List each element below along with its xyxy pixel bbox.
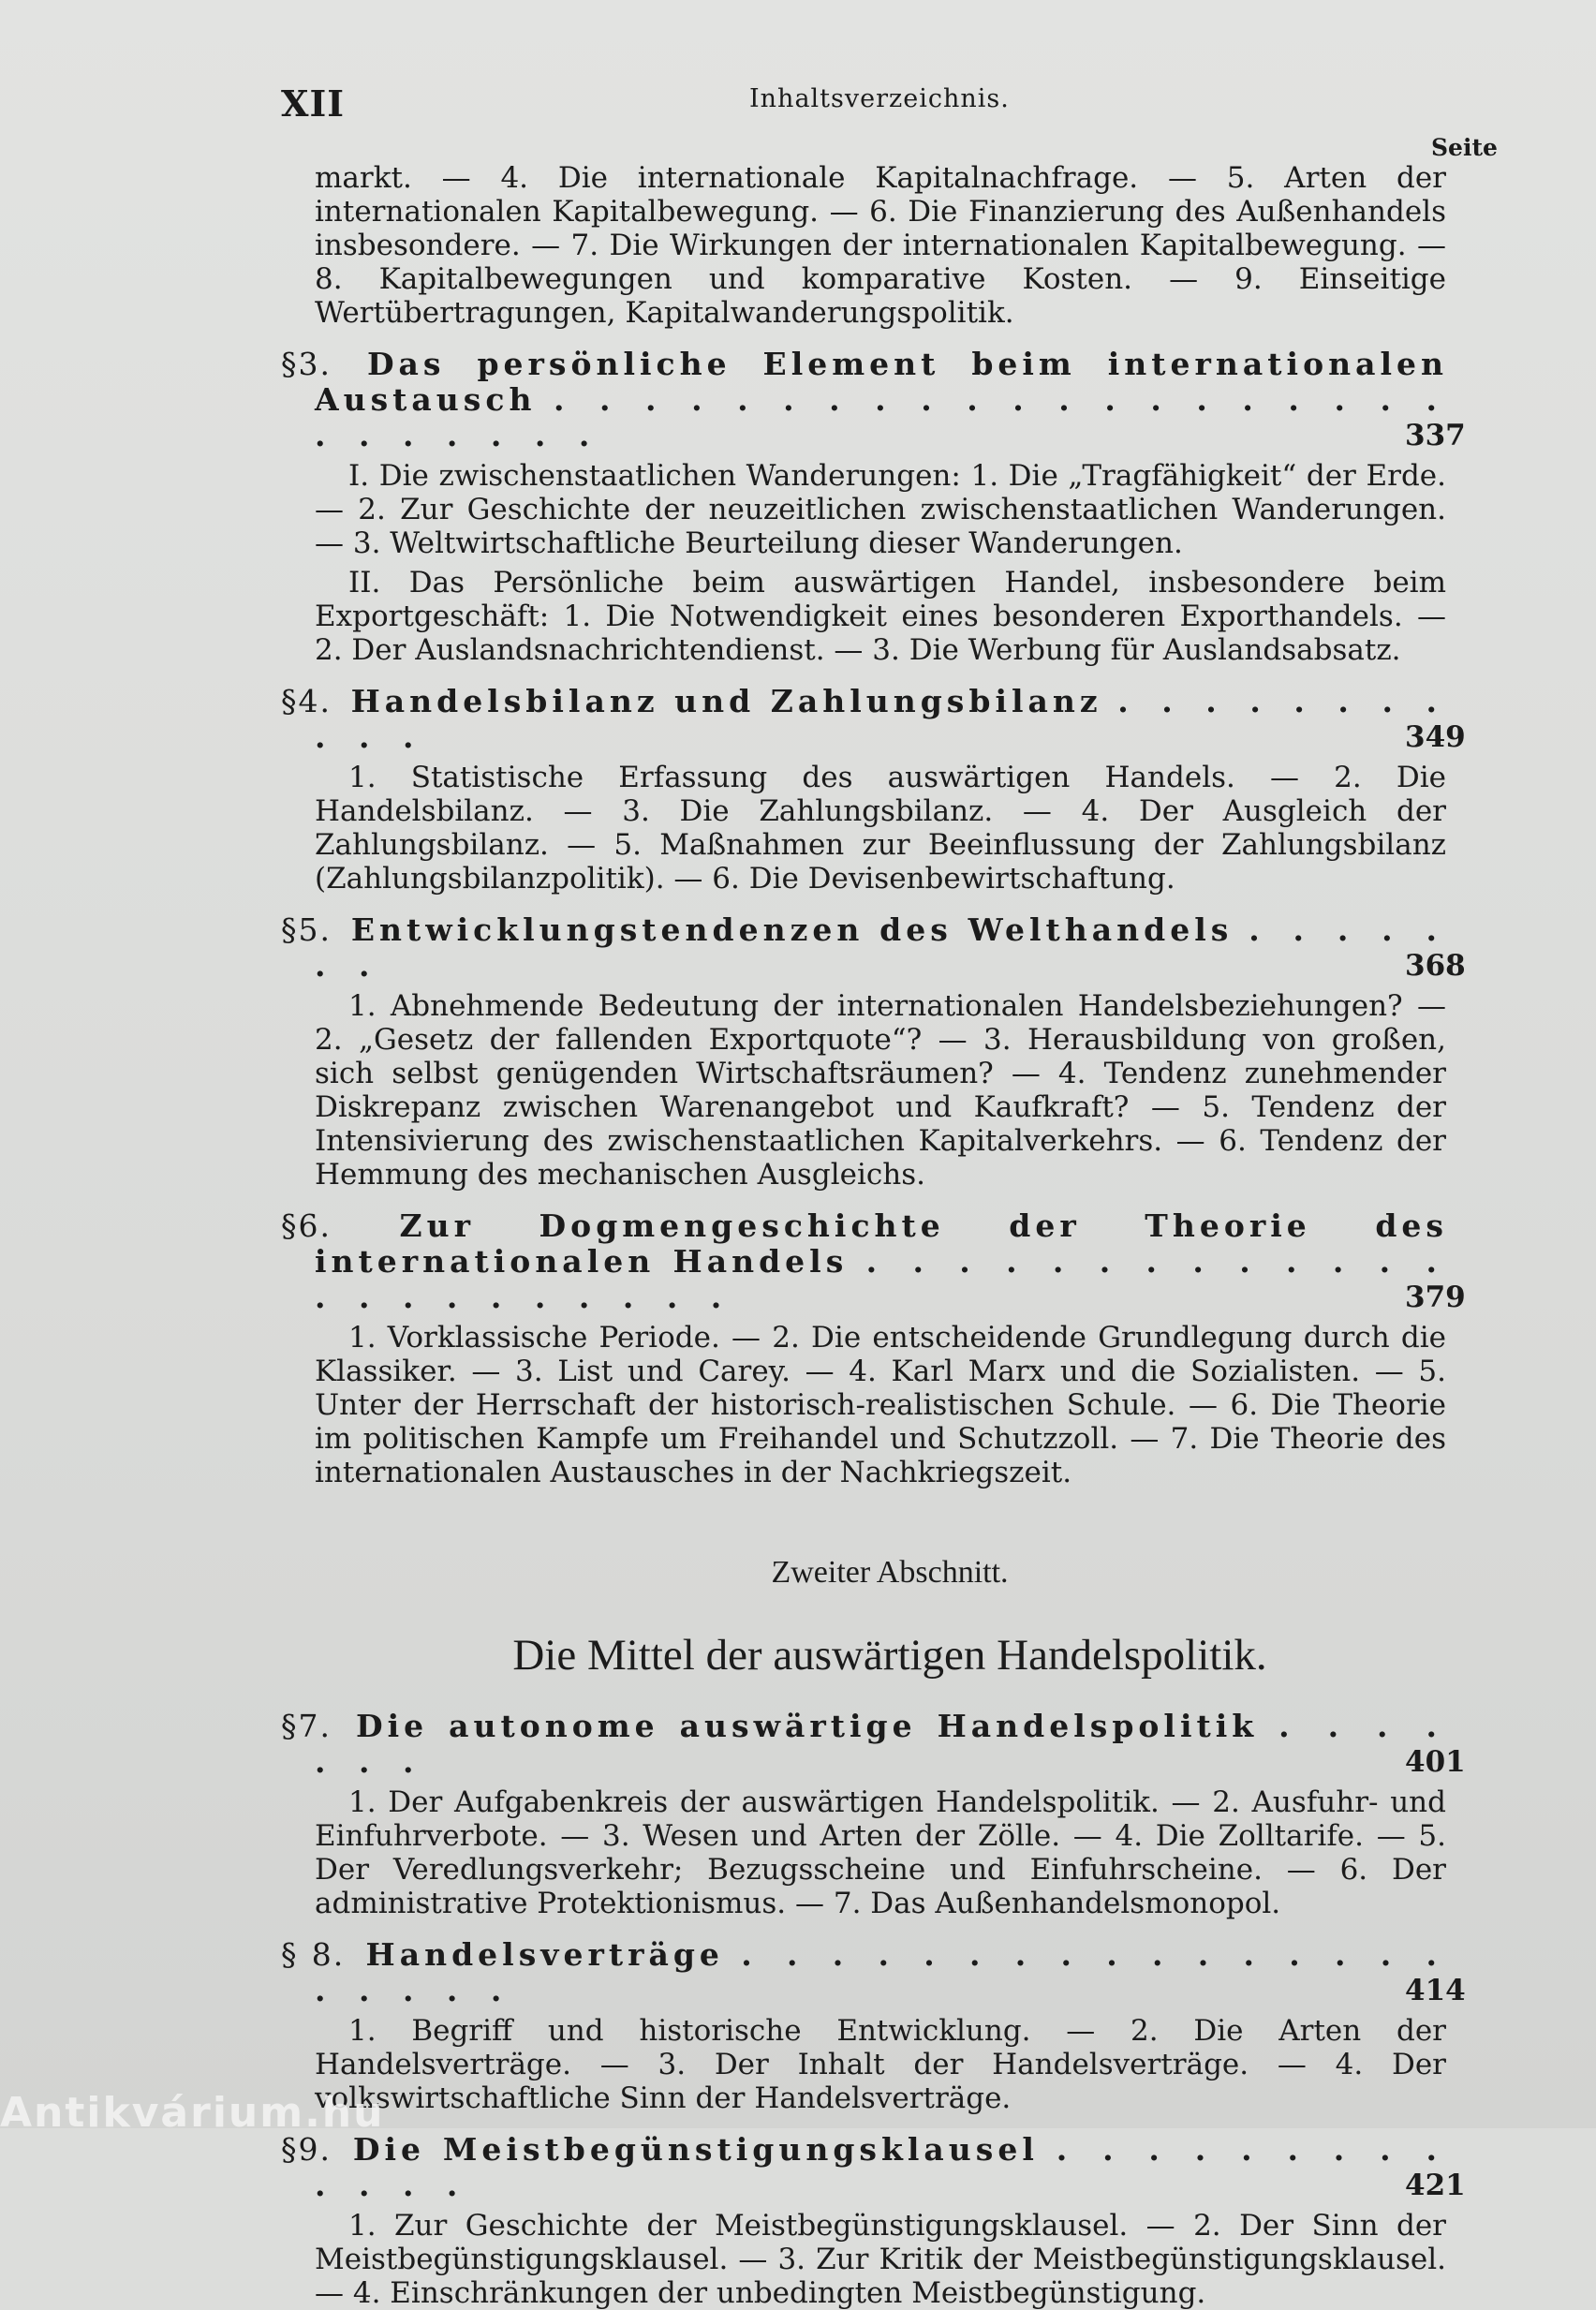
toc-entry-paragraph: 1. Zur Geschichte der Meistbegünstigungsklausel. — 2. Der Sinn der Meistbegünstigungsklausel. — 3. Zur Kritik der Meistbegünstigungsklausel. — 4. Einschränkungen der unbedingten Meistbegünstigung.	[315, 2209, 1446, 2310]
dot-leader: . . . . . . . . . . .	[315, 683, 1448, 755]
toc-entry[interactable]	[281, 1208, 1499, 1489]
toc-entry-title: Zur Dogmengeschichte der Theorie des internationalen Handels	[315, 1207, 1448, 1280]
toc-entries-part-one	[281, 347, 1499, 1489]
toc-entry-summary	[281, 1321, 1499, 1489]
section-symbol: §6.	[281, 1207, 332, 1244]
toc-entry[interactable]	[281, 1709, 1499, 1920]
toc-entry-title: Die autonome auswärtige Handelspolitik	[355, 1708, 1279, 1744]
section-symbol: §3.	[281, 346, 332, 382]
dot-leader: . . . . . . .	[315, 1708, 1448, 1780]
toc-content	[281, 161, 1499, 2310]
toc-entry-page: 368	[1405, 949, 1466, 983]
toc-entry-page: 414	[1405, 1974, 1466, 2007]
toc-entry-heading[interactable]	[281, 683, 1466, 755]
toc-entry-title: Das persönliche Element beim internationalen Austausch	[315, 346, 1448, 418]
section-symbol: §5.	[281, 911, 332, 948]
toc-entry-summary	[281, 459, 1499, 667]
toc-entry-page: 401	[1405, 1745, 1466, 1779]
dot-leader: . . . . . . . . . . . . . . . . . . . . .	[315, 1936, 1449, 2008]
dot-leader: . . . . . . .	[315, 911, 1448, 984]
toc-entry[interactable]	[281, 912, 1499, 1192]
toc-entry-heading[interactable]	[281, 2131, 1466, 2203]
toc-entry-summary	[281, 1785, 1499, 1920]
toc-entry-heading[interactable]	[281, 1207, 1466, 1315]
toc-entry-heading[interactable]	[281, 1936, 1466, 2008]
toc-entry-title: Handelsbilanz und Zahlungsbilanz	[350, 683, 1118, 719]
toc-entries-part-two	[281, 1709, 1499, 2310]
toc-entry-summary	[281, 761, 1499, 896]
dot-leader: . . . . . . . . . . . . . . . . . . . . . . . . . . .	[315, 381, 1448, 453]
watermark-logo: Antikvárium.hu	[0, 2089, 385, 2137]
toc-entry-heading[interactable]	[281, 346, 1466, 453]
toc-entry-paragraph: 1. Vorklassische Periode. — 2. Die entscheidende Grundlegung durch die Klassiker. — 3. List und Carey. — 4. Karl Marx und die Sozialisten. — 5. Unter der Herrschaft der historisch-realistischen Schule. — 6. Die Theorie im politischen Kampfe um Freihandel und Schutzzoll. — 7. Die Theorie des internationalen Austausches in der Nachkriegszeit.	[315, 1321, 1446, 1489]
toc-entry-paragraph: 1. Statistische Erfassung des auswärtigen Handels. — 2. Die Handelsbilanz. — 3. Die Zahlungsbilanz. — 4. Der Ausgleich der Zahlungsbilanz. — 5. Maßnahmen zur Beeinflussung der Zahlungsbilanz (Zahlungsbilanzpolitik). — 6. Die Devisenbewirtschaftung.	[315, 761, 1446, 896]
toc-entry-paragraph: I. Die zwischenstaatlichen Wanderungen: 1. Die „Tragfähigkeit“ der Erde. — 2. Zur Geschichte der neuzeitlichen zwischenstaatlichen Wanderungen. — 3. Weltwirtschaftliche Beurteilung dieser Wanderungen.	[315, 459, 1446, 560]
running-header: Inhaltsverzeichnis.	[749, 84, 1010, 113]
section-label: Zweiter Abschnitt.	[771, 1555, 1009, 1590]
section-symbol: §9.	[281, 2131, 332, 2168]
toc-entry[interactable]	[281, 347, 1499, 667]
toc-entry-title: Entwicklungstendenzen des Welthandels	[350, 911, 1249, 948]
page-number: XII	[281, 82, 346, 125]
toc-entry-paragraph: II. Das Persönliche beim auswärtigen Handel, insbesondere beim Exportgeschäft: 1. Die Notwendigkeit eines besonderen Exporthandels. — 2. Der Auslandsnachrichtendienst. — 3. Die Werbung für Auslandsabsatz.	[315, 566, 1446, 667]
dot-leader: . . . . . . . . . . . . .	[315, 2131, 1448, 2203]
toc-entry-paragraph: 1. Abnehmende Bedeutung der internationalen Handelsbeziehungen? — 2. „Gesetz der fallenden Exportquote“? — 3. Herausbildung von großen, sich selbst genügenden Wirtschaftsräumen? — 4. Tendenz zunehmender Diskrepanz zwischen Warenangebot und Kaufkraft? — 5. Tendenz der Intensivierung des zwischenstaatlichen Kapitalverkehrs. — 6. Tendenz der Hemmung des mechanischen Ausgleichs.	[315, 989, 1446, 1192]
dot-leader: . . . . . . . . . . . . . . . . . . . . . . .	[315, 1243, 1448, 1315]
toc-entry-title: Die Meistbegünstigungsklausel	[352, 2131, 1057, 2168]
toc-entry-heading[interactable]	[281, 1708, 1466, 1780]
toc-entry-paragraph: 1. Der Aufgabenkreis der auswärtigen Handelspolitik. — 2. Ausfuhr- und Einfuhrverbote. — 3. Wesen und Arten der Zölle. — 4. Die Zolltarife. — 5. Der Veredlungsverkehr; Bezugsscheine und Einfuhrscheine. — 6. Der administrative Protektionismus. — 7. Das Außenhandelsmonopol.	[315, 1785, 1446, 1920]
toc-entry-heading[interactable]	[281, 911, 1466, 984]
toc-entry-title: Handelsverträge	[365, 1936, 742, 1973]
section-symbol: §7.	[281, 1708, 332, 1744]
toc-continuation-text: markt. — 4. Die internationale Kapitalnachfrage. — 5. Arten der internationalen Kapitalbewegung. — 6. Die Finanzierung des Außenhandels insbesondere. — 7. Die Wirkungen der internationalen Kapitalbewegung. — 8. Kapitalbewegungen und komparative Kosten. — 9. Einseitige Wertübertragungen, Kapitalwanderungspolitik.	[315, 161, 1446, 330]
toc-entry-page: 379	[1405, 1281, 1466, 1314]
toc-entry-summary	[281, 2209, 1499, 2310]
toc-entry-page: 421	[1405, 2169, 1466, 2202]
toc-entry-page: 337	[1405, 419, 1466, 452]
page-column-label: Seite	[1431, 134, 1498, 161]
toc-entry-summary	[281, 989, 1499, 1192]
section-symbol: §4.	[281, 683, 332, 719]
toc-entry[interactable]	[281, 2132, 1499, 2310]
toc-entry[interactable]	[281, 684, 1499, 896]
toc-entry[interactable]	[281, 1937, 1499, 2115]
section-title: Die Mittel der auswärtigen Handelspolitik.	[512, 1631, 1267, 1680]
toc-entry-page: 349	[1405, 720, 1466, 754]
toc-entry-summary	[281, 2014, 1499, 2115]
section-symbol: § 8.	[281, 1936, 346, 1973]
toc-entry-paragraph: 1. Begriff und historische Entwicklung. — 2. Die Arten der Handelsverträge. — 3. Der Inhalt der Handelsverträge. — 4. Der volkswirtschaftliche Sinn der Handelsverträge.	[315, 2014, 1446, 2115]
